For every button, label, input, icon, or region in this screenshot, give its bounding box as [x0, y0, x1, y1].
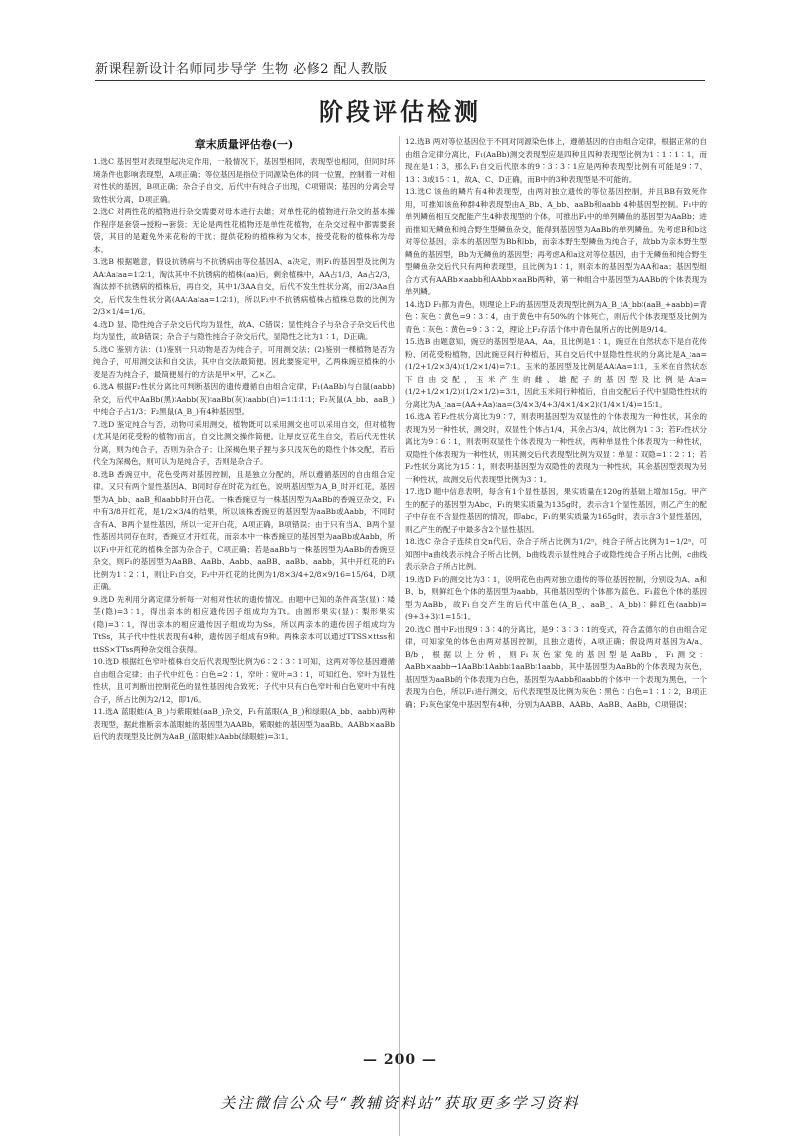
left-column: [93, 136, 395, 1136]
footer-banner: 关注微信公众号“教辅资料站”获取更多学习资料: [220, 1094, 580, 1112]
answer-paragraph: 5.选C 鉴别方法：(1)鉴别一只动物是否为纯合子，可用测交法；(2)鉴别一棵植物是否为纯合子，可用测交法和自交法，其中自交法最简便。因此要鉴定甲，乙两株豌豆植株的小麦是否为纯合子，最简便易行的方法是甲×甲，乙×乙。: [93, 344, 395, 379]
section-heading: 章末质量评估卷(一): [194, 138, 294, 151]
page-number: — 200 —: [363, 1052, 437, 1068]
answer-paragraph: 10.选D 根据红色窄叶植株自交后代表现型比例为6∶2∶3∶1可知，这两对等位基因遵循自由组合定律；由子代中红色∶白色=2∶1，窄叶∶宽叶=3∶1，可知红色、窄叶为显性性状，且可判断出控制花色的显性基因纯合致死；子代中只有白色窄叶和白色宽叶中有纯合子，所占比例为2/12，即1/6。: [93, 657, 395, 704]
page-title: 阶段评估检测: [319, 97, 481, 126]
answer-paragraph: 20.选C 图中F₂出现9∶3∶4的分离比，是9∶3∶3∶1的变式，符合孟德尔的自由组合定律，可知家兔的体色由两对基因控制，且独立遗传，A项正确；假设两对基因为A/a、B/b，根据以上分析，则F₁灰色家兔的基因型是AaBb，F₁测交：AaBb×aabb→1AaBb∶1Aabb∶1aaBb∶1aabb，其中基因型为AaBb的个体表现为灰色，基因型为aaBb的个体表现为白色，基因型为Aabb和aabb的个体中一个表现为黑色，一个表现为白色，所以F₁进行测交，后代表现型及比例为灰色∶黑色∶白色=1∶1∶2，B项正确；F₂灰色家兔中基因型有4种，分别为AABB、AABb、AaBB、AaBb，C项错误；: [405, 624, 707, 709]
answer-paragraph: 11.选A 蓝眼蛙(A_B_)与紫眼蛙(aaB_)杂交，F₁有蓝眼(A_B_)和绿眼(A_bb、aabb)两种表现型，据此推断亲本蓝眼蛙的基因型为AABb，紫眼蛙的基因型为aaBb。AABb×aaBb后代的表现型及比例为AaB_(蓝眼蛙)∶Aabb(绿眼蛙)=3∶1。: [93, 707, 395, 741]
answer-paragraph: 18.选C 杂合子连续自交n代后，杂合子所占比例为1/2ⁿ，纯合子所占比例为1−1/2ⁿ，可知图中a曲线表示纯合子所占比例，b曲线表示显性纯合子或隐性纯合子所占比例，c曲线表示杂合子所占比例。: [405, 537, 707, 571]
answer-paragraph: 13.选C 该鱼的鳞片有4种表现型，由两对独立遗传的等位基因控制，并且BB有致死作用，可推知该鱼种群4种表现型由A_Bb、A_bb、aaBb和aabb 4种基因型控制。F₁中的单列鳞鱼相互交配能产生4种表现型的个体，可推出F₁中的单列鳞鱼的基因型为AaBb；进而推知无鳞鱼和纯合野生型鳞鱼杂交，能得到基因型为AaBb的单列鳞鱼。先考虑B和b这对等位基因，亲本的基因型为Bb和bb，而亲本野生型鳞鱼为纯合子，故bb为亲本野生型鳞鱼的基因型，Bb为无鳞鱼的基因型；再考虑A和a这对等位基因，由于无鳞鱼和纯合野生型鳞鱼杂交后代只有两种表现型，且比例为1∶1，则亲本的基因型为AA和aa；基因型组合方式有AABb×aabb和AAbb×aaBb两种，第一种组合中基因型为AABb的个体表现为单列鳞。: [405, 187, 707, 296]
answer-paragraph: 15.选B 由题意知，豌豆的基因型是AA、Aa，且比例是1∶1，豌豆在自然状态下是自花传粉、闭花受粉植物，因此豌豆间行种植后，其自交后代中显隐性性状的分离比是A_∶aa=(1/2+1/2×3/4)∶(1/2×1/4)=7∶1。玉米的基因型及比例是AA∶Aa=1∶1，玉米在自然状态下自由交配，玉米产生的雌、雄配子的基因型及比例是A∶a=(1/2+1/2×1/2)∶(1/2×1/2)=3∶1，因此玉米间行种植后，自由交配后子代中显隐性性状的分离比为A_∶aa=(AA+Aa)∶aa=(3/4×3/4+3/4×1/4×2)∶(1/4×1/4)=15∶1。: [405, 337, 707, 409]
header-rule: [95, 80, 705, 81]
answer-paragraph: 3.选B 根据题意，假设抗锈病与不抗锈病由等位基因A、a决定，则F₁的基因型及比例为AA∶Aa∶aa=1∶2∶1，淘汰其中不抗锈病的植株(aa)后，剩余植株中，AA占1/3，Aa占2/3，淘汰掉不抗锈病的植株后，再自交，其中1/3AA自交，后代不发生性状分离，而2/3Aa自交，后代发生性状分离(AA∶Aa∶aa=1∶2∶1)，所以F₂中不抗锈病植株占植株总数的比例为2/3×1/4=1/6。: [93, 257, 395, 316]
answer-paragraph: 7.选D 鉴定纯合与否，动物可采用测交，植物既可以采用测交也可以采用自交，但对植物(尤其是闭花受粉的植物)而言，自交比测交操作简便。让厚皮豆花生自交，若后代无性状分离，则为纯合子，否则为杂合子；让深褐色果子狸与多只浅灰色的隐性个体交配，若后代全为深褐色，则可认为是纯合子，否则是杂合子。: [93, 419, 395, 466]
answer-paragraph: 12.选B 两对等位基因位于不同对同源染色体上，遵循基因的自由组合定律，根据正常的自由组合定律分离比，F₁(AaBb)测交表现型应是四种且四种表现型比例为1∶1∶1∶1，而现在是1∶3，那么F₁自交后代原本的9∶3∶3∶1应是两种表现型比例有可能是9∶7、13∶3或15∶1，故A、C、D正确，而B中的3种表现型是不可能的。: [405, 137, 707, 184]
answer-paragraph: 6.选A 根据F₂性状分离比可判断基因的遗传遵循自由组合定律，F₁(AaBb)与白鼠(aabb)杂交，后代中AaBb(黑)∶Aabb(灰)∶aaBb(灰)∶aabb(白)=1∶1∶1∶1；F₂灰鼠(A_bb、aaB_)中纯合子占1/3；F₂黑鼠(A_B_)有4种基因型。: [93, 382, 395, 416]
right-column: [405, 136, 707, 1136]
answer-paragraph: 9.选D 先利用分离定律分析每一对相对性状的遗传情况。由题中已知的条件高茎(显)∶矮茎(隐)=3∶1，得出亲本的相应遗传因子组成均为Tt。由圆形果实(显)∶梨形果实(隐)=3∶1，得出亲本的相应遗传因子组成均为Ss，所以两亲本的遗传因子组成均为TtSs，其子代中性状表现有4种，遗传因子组成有9种。两株亲本可以通过TTSS×ttss和ttSS×TTss两种杂交组合获得。: [93, 594, 395, 654]
answer-paragraph: 17.选D 题中信息表明，每含有1个显性基因，果实质量在120g的基础上增加15g。甲产生的配子的基因型为Abc，F₁的果实质量为135g时，表示含1个显性基因，则乙产生的配子中存在不含显性基因的情况，即abc，F₁的果实质量为165g时，表示含3个显性基因，则乙产生的配子中最多含2个显性基因。: [405, 487, 707, 534]
answer-paragraph: 14.选D F₁都为青色，则理论上F₂的基因型及表现型比例为A_B_∶A_bb∶(aaB_+aabb)=青色∶灰色∶黄色=9∶3∶4，由于黄色中有50%的个体死亡，则后代个体表现型及比例为青色∶灰色∶黄色=9∶3∶2，理论上F₂存活个体中青色鼠所占的比例是9/14。: [405, 299, 707, 334]
series-header: 新课程新设计名师同步导学 生物 必修2 配人教版: [95, 62, 388, 77]
answer-paragraph: 8.选B 香豌豆中，花色受两对基因控制，且是独立分配的，所以遵循基因的自由组合定律。又只有两个显性基因A、B同时存在时花为红色，说明基因型为A_B_时开红花，基因型为A_bb、aaB_和aabb时开白花。一株香豌豆与一株基因型为AaBb的香豌豆杂交，F₁中有3/8开红花，是1/2×3/4的结果，所以该株香豌豆的基因型为aaBb或Aabb，不同时含有A、B两个显性基因，所以一定开白花，A项正确，B项错误；由于只有当A、B两个显性基因共同存在时，香豌豆才开红花，而亲本中一株香豌豆的基因型为aaBb或Aabb，所以F₁中开红花的植株全部为杂合子，C项正确；若是aaBb与一株基因型为AaBb的香豌豆杂交，则F₁的基因型为AaBB、AaBb、Aabb、aaBB、aaBb、aabb，其中开红花的F₁比例为1∶2∶1，则让F₁自交，F₂中开红花的比例为1/8×3/4+2/8×9/16=15/64，D项正确。: [93, 469, 395, 591]
answer-paragraph: 2.选C 对两性花的植物进行杂交需要对母本进行去雄；对单性花的植物进行杂交的基本操作程序是套袋→授粉→套袋；无论是两性花植物还是单性花植物，在杂交过程中都需要套袋，其目的是避免外来花粉的干扰；提供花粉的植株称为父本，接受花粉的植株称为母本。: [93, 207, 395, 254]
answer-paragraph: 4.选D 显、隐性纯合子杂交后代均为显性，故A、C错误；显性纯合子与杂合子杂交后代也均为显性，故B错误；杂合子与隐性纯合子杂交后代，显隐性之比为1∶1，D正确。: [93, 319, 395, 341]
answer-paragraph: 19.选D F₁的测交比为3∶1，说明花色由两对独立遗传的等位基因控制，分别设为A、a和B、b，则鲜红色个体的基因型为aabb，其他基因型的个体都为蓝色。F₁蓝色个体的基因型为AaBb，故F₁自交产生的后代中蓝色(A_B_、aaB_、A_bb)∶鲜红色(aabb)=(9+3+3)∶1=15∶1。: [405, 574, 707, 621]
answer-paragraph: 1.选C 基因型对表现型起决定作用，一般情况下，基因型相同，表现型也相同，但同时环境条件也影响表现型，A项正确；等位基因是指位于同源染色体的同一位置，控制着一对相对性状的基因，B项正确；杂合子自交，后代中有纯合子出现，C项错误；基因的分离会导致性状分离，D项正确。: [93, 157, 395, 204]
answer-paragraph: 16.选A 若F₂性状分离比为9∶7，则表明基因型为双显性的个体表现为一种性状，其余的表现为另一种性状，测交时，双显性个体占1/4，其余占3/4，故比例为1∶3；若F₂性状分离比为9∶6∶1，则表明双显性个体表现为一种性状，两种单显性个体表现为一种性状，双隐性个体表现为一种性状，则其测交后代表现型比例为双显∶单显∶双隐=1∶2∶1；若F₂性状分离比为15∶1，则表明基因型为双隐性的表现为一种性状，其余基因型表现为另一种性状，故测交后代表现型比例为3∶1。: [405, 412, 707, 484]
answer-columns: [93, 136, 707, 1136]
